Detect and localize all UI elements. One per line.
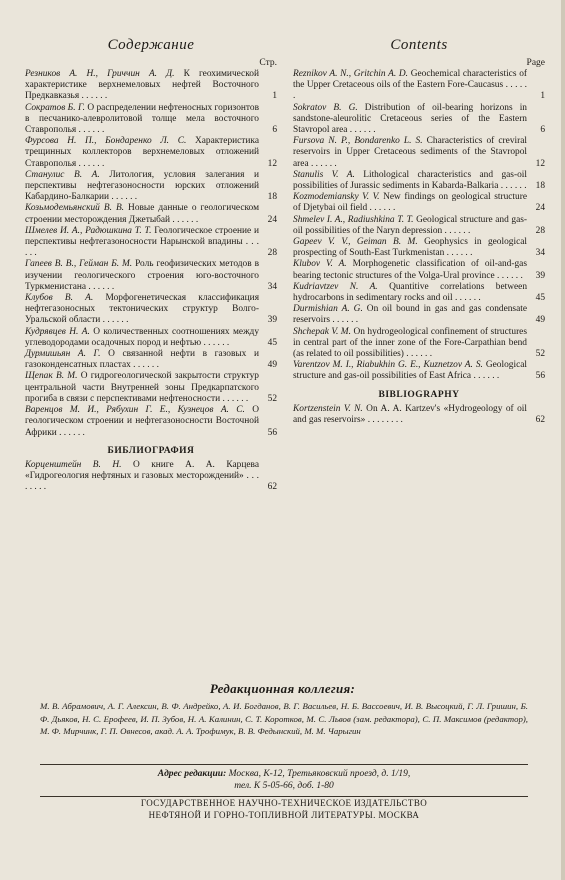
page-column-header-en: Page xyxy=(526,58,545,68)
toc-title: К геохимической характеристике верхнемеловых нефтей Восточного Предкавказья xyxy=(25,69,259,102)
toc-page-number: 6 xyxy=(540,125,545,136)
toc-page-number: 28 xyxy=(535,225,545,236)
bibliography-heading-en: BIBLIOGRAPHY xyxy=(378,389,460,400)
toc-title: Distribution of oil-bearing horizons in sandstone-aleurolitic Cretaceous series of the Eastern Stavropol area xyxy=(293,102,527,136)
toc-entry: Гапеев В. В., Гейман Б. М. Роль геофизических методов в изучении геологического строения юго-восточного Туркменистана . . . . . . 34 xyxy=(25,259,277,292)
publisher-imprint xyxy=(40,797,528,821)
toc-entry: Sokratov B. G. Distribution of oil-bearing horizons in sandstone-aleurolitic Cretaceous series of the Eastern Stavropol area . . . . . . 6 xyxy=(293,102,545,136)
toc-page-number: 12 xyxy=(267,158,277,169)
toc-page-number: 39 xyxy=(267,315,277,326)
toc-title: Quantitive correlations between hydrocarbons in sedimentary rocks and oil xyxy=(293,281,528,304)
toc-entry: Kozmodemiansky V. V. New findings on geological structure of Djetybai oil field . . . . . . 24 xyxy=(293,192,545,214)
toc-author: Корценштейн В. Н. xyxy=(25,459,122,470)
toc-author: Сократов Б. Г. xyxy=(25,102,85,113)
toc-page-number: 45 xyxy=(535,293,545,304)
toc-page-number: 1 xyxy=(272,91,277,102)
toc-page-number: 18 xyxy=(267,192,277,203)
toc-page-number: 24 xyxy=(267,214,277,225)
toc-author: Клубов В. А. xyxy=(25,293,94,304)
page-edge xyxy=(561,0,565,880)
toc-title: Роль геофизических методов в изучении геологического строения юго-восточного Туркменистана xyxy=(25,259,259,292)
toc-author: Фурсова Н. П., Бондаренко Л. С. xyxy=(25,136,187,147)
toc-author: Козьмодемьянский В. В. xyxy=(25,203,125,214)
toc-author: Fursova N. P., Bondarenko L. S. xyxy=(293,136,423,147)
toc-page-number: 1 xyxy=(540,91,545,102)
address-line-1: Москва, К-12, Третьяковский проезд, д. 1/19, xyxy=(228,769,411,779)
toc-entry: Kudriavtzev N. A. Quantitive correlations between hydrocarbons in sedimentary rocks and oil . . . . . . 45 xyxy=(293,281,545,304)
toc-title: О связанной нефти в газовых и газоконденсатных пластах xyxy=(25,349,259,371)
toc-author: Шмелев И. А., Радюшкина Т. Т. xyxy=(25,225,152,236)
toc-page-number: 18 xyxy=(535,181,545,192)
toc-entry: Varentzov M. I., Riabukhin G. E., Kuznetzov A. S. Geological structure and gas-oil possibilities of East Africa . . . . . . 56 xyxy=(293,360,545,382)
toc-page-number: 24 xyxy=(535,203,545,214)
contents-en-title: Contents xyxy=(390,37,448,53)
editorial-address xyxy=(40,764,528,797)
toc-author: Kortzenstein V. N. xyxy=(293,403,363,414)
contents-ru-column xyxy=(25,36,277,493)
toc-entry: Fursova N. P., Bondarenko L. S. Characteristics of creviral reservoirs in Upper Cretaceous sediments of the Stavropol area . . . . . . 12 xyxy=(293,136,545,169)
toc-entry: Klubov V. A. Morphogenetic classification of oil-and-gas bearing tectonic structures of the Volga-Ural province . . . . . . 39 xyxy=(293,259,545,281)
toc-title: On oil bound in gas and gas condensate reservoirs xyxy=(293,304,528,326)
toc-page-number: 56 xyxy=(535,371,545,382)
toc-title: Lithological characteristics and gas-oil possibilities of Jurassic sediments in Kabarda-Balkaria xyxy=(293,169,527,192)
toc-author: Shmelev I. A., Radiushkina T. T. xyxy=(293,214,414,225)
contents-en-column xyxy=(293,36,545,426)
toc-author: Klubov V. A. xyxy=(293,259,347,270)
toc-ru-list xyxy=(25,69,277,439)
toc-title: О гидрогеологической закрытости структур центральной части Внутренней зоны Предкарпатского прогиба в связи с перспективами нефтеносности xyxy=(25,371,259,404)
toc-page-number: 56 xyxy=(267,427,277,438)
toc-title: Geological structure and gas-oil possibilities of the Naryn depression xyxy=(293,214,527,236)
toc-entry: Козьмодемьянский В. В. Новые данные о геологическом строении месторождения Джетыбай . . . . . . 24 xyxy=(25,203,277,225)
toc-entry: Reznikov A. N., Gritchin A. D. Geochemical characteristics of the Upper Cretaceous oils of the Eastern Fore-Caucasus . . . . . . 1 xyxy=(293,69,545,102)
toc-title: On hydrogeological confinement of structures in central part of the inner zone of the Fore-Carpathian bend (as related to oil possibilities) xyxy=(293,326,527,360)
toc-entry: Фурсова Н. П., Бондаренко Л. С. Характеристика трещинных коллекторов верхнемеловых отложений Ставрополья . . . . . . 12 xyxy=(25,136,277,169)
toc-title: О количественных соотношениях между углеводородами осадочных пород и нефтью xyxy=(25,326,260,348)
toc-en-list xyxy=(293,69,545,383)
toc-entry: Щепак В. М. О гидрогеологической закрытости структур центральной части Внутренней зоны Предкарпатского прогиба в связи с перспективами нефтеносности . . . . . . 52 xyxy=(25,371,277,404)
toc-title: Новые данные о геологическом строении месторождения Джетыбай xyxy=(25,203,259,225)
toc-title: О геологическом строении и нефтегазоносности Восточной Африки xyxy=(25,405,259,438)
toc-entry: Durmishian A. G. On oil bound in gas and gas condensate reservoirs . . . . . . 49 xyxy=(293,304,545,326)
toc-entry: Сократов Б. Г. О распределении нефтеносных горизонтов в песчанико-алевролитовой толще мела восточного Ставрополья . . . . . . 6 xyxy=(25,102,277,136)
toc-author: Kudriavtzev N. A. xyxy=(293,281,378,292)
toc-author: Varentzov M. I., Riabukhin G. E., Kuznetzov A. S. xyxy=(293,360,483,371)
toc-author: Кудрявцев Н. А. xyxy=(25,326,90,337)
toc-page-number: 12 xyxy=(535,158,545,169)
toc-title: О распределении нефтеносных горизонтов в песчанико-алевролитовой толще мела восточного Ставрополья xyxy=(25,102,259,136)
toc-page-number: 52 xyxy=(267,393,277,404)
toc-author: Stanulis V. A. xyxy=(293,169,355,180)
toc-entry: Варенцов М. И., Рябухин Г. Е., Кузнецов А. С. О геологическом строении и нефтегазоносности Восточной Африки . . . . . . 56 xyxy=(25,405,277,438)
toc-ru-bib-entry: Корценштейн В. Н. О книге А. А. Карцева «Гидрогеология нефтяных и газовых месторождений» . . . . . . . . 62 xyxy=(25,459,277,493)
toc-page-number: 28 xyxy=(267,248,277,259)
toc-author: Gapeev V. V., Geiman B. M. xyxy=(293,237,418,248)
toc-author: Kozmodemiansky V. V. xyxy=(293,192,380,203)
toc-page-number: 52 xyxy=(535,349,545,360)
toc-author: Reznikov A. N., Gritchin A. D. xyxy=(293,69,408,79)
toc-author: Варенцов М. И., Рябухин Г. Е., Кузнецов А. С. xyxy=(25,405,245,416)
toc-page-number: 62 xyxy=(267,482,277,493)
toc-title: Литология, условия залегания и перспективы нефтегазоносности юрских отложений Кабардино-Балкарии xyxy=(25,169,259,203)
toc-page-number: 45 xyxy=(267,337,277,348)
toc-title: On A. A. Kartzev's «Hydrogeology of oil and gas reservoirs» xyxy=(293,403,527,425)
toc-entry: Клубов В. А. Морфогенетическая классификация нефтегазоносных тектонических структур Волго-Уральской области . . . . . . 39 xyxy=(25,293,277,326)
toc-page-number: 6 xyxy=(272,125,277,136)
toc-author: Дурмишьян А. Г. xyxy=(25,349,101,360)
toc-title: Геологическое строение и перспективы нефтегазоносности Нарынской впадины xyxy=(25,225,259,248)
toc-author: Резников А. Н., Гриччин А. Д. xyxy=(25,69,175,79)
toc-entry: Шмелев И. А., Радюшкина Т. Т. Геологическое строение и перспективы нефтегазоносности Нарынской впадины . . . . . . 28 xyxy=(25,225,277,259)
bibliography-heading-ru: БИБЛИОГРАФИЯ xyxy=(107,445,195,456)
contents-ru-title: Содержание xyxy=(107,37,195,53)
toc-author: Durmishian A. G. xyxy=(293,304,363,315)
toc-entry: Кудрявцев Н. А. О количественных соотношениях между углеводородами осадочных пород и нефтью . . . . . . 45 xyxy=(25,326,277,348)
toc-title: Geological structure and gas-oil possibilities of East Africa xyxy=(293,360,528,382)
publisher-line-2: НЕФТЯНОЙ И ГОРНО-ТОПЛИВНОЙ ЛИТЕРАТУРЫ. МОСКВА xyxy=(148,810,420,820)
toc-entry: Резников А. Н., Гриччин А. Д. К геохимической характеристике верхнемеловых нефтей Восточного Предкавказья . . . . . . 1 xyxy=(25,69,277,102)
editorial-board-members: М. В. Абрамович, А. Г. Алексин, В. Ф. Андрейко, А. И. Богданов, В. Г. Васильев, Н. Б. Вассоевич, И. В. Высоцкий, Г. Л. Гришин, Б. Ф. Дьяков, Н. С. Ерофеев, И. П. Зубов, Н. А. Калинин, С. Т. Коротков, М. С. Львов (зам. редактора), С. П. Максимов (редактор), М. Ф. Мирчинк, Г. П. Овнесов, акад. А. А. Трофимук, В. В. Федынский, М. М. Чарыгин xyxy=(40,701,528,737)
toc-title: О книге А. А. Карцева «Гидрогеология нефтяных и газовых месторождений» xyxy=(25,459,259,481)
toc-page-number: 39 xyxy=(535,270,545,281)
editorial-board-title: Редакционная коллегия: xyxy=(209,681,356,696)
toc-page-number: 34 xyxy=(535,248,545,259)
toc-entry: Shmelev I. A., Radiushkina T. T. Geological structure and gas-oil possibilities of the Naryn depression . . . . . . 28 xyxy=(293,214,545,236)
toc-entry: Станулис В. А. Литология, условия залегания и перспективы нефтегазоносности юрских отложений Кабардино-Балкарии . . . . . . 18 xyxy=(25,169,277,203)
toc-author: Станулис В. А. xyxy=(25,169,100,180)
toc-entry: Дурмишьян А. Г. О связанной нефти в газовых и газоконденсатных пластах . . . . . . 49 xyxy=(25,349,277,371)
toc-en-bib-entry: Kortzenstein V. N. On A. A. Kartzev's «Hydrogeology of oil and gas reservoirs» . . . . . . . . 62 xyxy=(293,403,545,425)
publisher-line-1: ГОСУДАРСТВЕННОЕ НАУЧНО-ТЕХНИЧЕСКОЕ ИЗДАТЕЛЬСТВО xyxy=(140,798,428,808)
toc-page-number: 49 xyxy=(535,315,545,326)
toc-page-number: 34 xyxy=(267,281,277,292)
toc-title: Geochemical characteristics of the Upper Cretaceous oils of the Eastern Fore-Caucasus xyxy=(293,69,528,91)
toc-title: Морфогенетическая классификация нефтегазоносных тектонических структур Волго-Уральской области xyxy=(25,293,260,326)
address-line-2: тел. К 5-05-66, доб. 1-80 xyxy=(234,781,334,791)
toc-author: Sokratov B. G. xyxy=(293,102,358,113)
address-label: Адрес редакции: xyxy=(157,769,227,779)
toc-page-number: 49 xyxy=(267,360,277,371)
toc-author: Щепак В. М. xyxy=(25,371,78,382)
toc-entry: Shchepak V. M. On hydrogeological confinement of structures in central part of the inner zone of the Fore-Carpathian bend (as related to oil possibilities) . . . . . . 52 xyxy=(293,326,545,360)
toc-title: New findings on geological structure of Djetybai oil field xyxy=(293,192,528,214)
toc-author: Гапеев В. В., Гейман Б. М. xyxy=(25,259,133,270)
toc-title: Характеристика трещинных коллекторов верхнемеловых отложений Ставрополья xyxy=(25,136,259,169)
toc-author: Shchepak V. M. xyxy=(293,326,351,337)
toc-title: Characteristics of creviral reservoirs in Upper Cretaceous sediments of the Stavropol area xyxy=(293,136,527,169)
toc-title: Morphogenetic classification of oil-and-gas bearing tectonic structures of the Volga-Ural province xyxy=(293,259,527,281)
toc-entry: Gapeev V. V., Geiman B. M. Geophysics in geological prospecting of South-East Turkmenistan . . . . . . 34 xyxy=(293,237,545,259)
toc-page-number: 62 xyxy=(535,414,545,425)
page-column-header-ru: Стр. xyxy=(259,58,277,68)
toc-entry: Stanulis V. A. Lithological characteristics and gas-oil possibilities of Jurassic sediments in Kabarda-Balkaria . . . . . . 18 xyxy=(293,169,545,192)
toc-title: Geophysics in geological prospecting of South-East Turkmenistan xyxy=(293,237,528,259)
